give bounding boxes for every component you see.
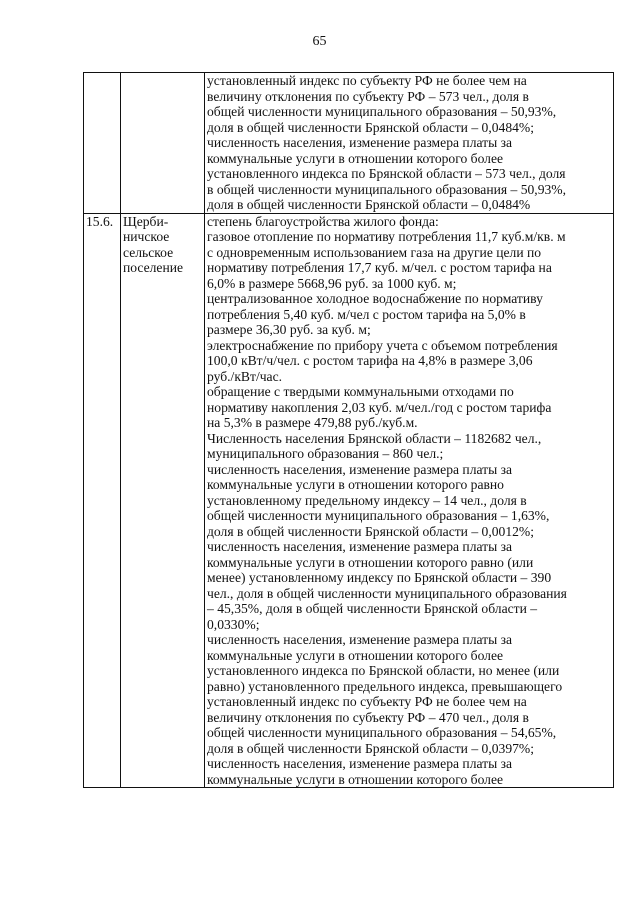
text-line: доля в общей численности Брянской области – 0,0012%; (207, 523, 535, 539)
text-line: доля в общей численности Брянской области – 0,0397%; (207, 740, 535, 756)
text-line: коммунальные услуги в отношении которого равно (или (207, 554, 534, 570)
row-number-cell (84, 73, 121, 214)
text-line: коммунальные услуги в отношении которого равно (207, 477, 504, 492)
text-line: установленному предельному индексу – 14 чел., доля в (207, 492, 527, 508)
row-number-cell: 15.6. (84, 213, 121, 788)
text-line: в общей численности муниципального образования – 50,93%, (207, 181, 567, 197)
page-number: 65 (312, 34, 327, 49)
municipality-name-line: Щерби- (123, 213, 169, 229)
text-line: обращение с твердыми коммунальными отходами по (207, 384, 514, 399)
text-line: установленного индекса по Брянской области, но менее (или (207, 663, 560, 678)
text-line: нормативу потребления 17,7 куб. м/чел. с ростом тарифа на (207, 260, 552, 275)
text-line: численность населения, изменение размера платы за (207, 632, 513, 647)
text-line: коммунальные услуги в отношении которого более (207, 647, 504, 663)
text-line: общей численности муниципального образования – 54,65%, (207, 725, 557, 740)
text-line: чел., доля в общей численности муниципального образования (207, 585, 567, 601)
text-line: муниципального образования – 860 чел.; (207, 446, 444, 461)
text-line: потребления 5,40 куб. м/чел с ростом тарифа на 5,0% в (207, 306, 526, 322)
text-line: централизованное холодное водоснабжение по нормативу (207, 291, 543, 306)
row-content-cell (205, 73, 614, 214)
text-line: коммунальные услуги в отношении которого более (207, 150, 504, 166)
municipality-name-line: поселение (123, 260, 184, 275)
row-content-cell (205, 213, 614, 788)
municipality-name-line: ничское (123, 229, 170, 244)
text-line: численность населения, изменение размера платы за (207, 135, 513, 150)
text-line: установленный индекс по субъекту РФ не более чем на (207, 73, 527, 88)
text-line: с одновременным использованием газа на другие цели по (207, 244, 542, 260)
text-line: 0,0330%; (207, 616, 260, 632)
text-line: нормативу накопления 2,03 куб. м/чел./год с ростом тарифа (207, 399, 552, 415)
text-line: руб./кВт/час. (207, 368, 283, 384)
text-line: величину отклонения по субъекту РФ – 470 чел., доля в (207, 709, 529, 725)
text-line: численность населения, изменение размера платы за (207, 539, 513, 554)
text-line: доля в общей численности Брянской области – 0,0484%; (207, 119, 535, 135)
text-line: общей численности муниципального образования – 50,93%, (207, 104, 557, 119)
text-line: 100,0 кВт/ч/чел. с ростом тарифа на 4,8% в размере 3,06 (207, 353, 533, 368)
text-line: размере 36,30 руб. за куб. м; (207, 322, 371, 337)
text-line: коммунальные услуги в отношении которого более (207, 771, 504, 787)
text-line: доля в общей численности Брянской области – 0,0484% (207, 197, 531, 212)
tariff-table (83, 72, 614, 788)
text-line: степень благоустройства жилого фонда: (207, 213, 439, 229)
text-line: равно) установленного предельного индекса, превышающего (207, 678, 563, 694)
text-line: Численность населения Брянской области – 1182682 чел., (207, 430, 542, 446)
municipality-name-cell (121, 73, 205, 214)
text-line: газовое отопление по нормативу потребления 11,7 куб.м/кв. м (207, 229, 566, 244)
text-line: общей численности муниципального образования – 1,63%, (207, 508, 550, 523)
text-line: установленного индекса по Брянской области – 573 чел., доля (207, 166, 566, 181)
text-line: численность населения, изменение размера платы за (207, 461, 513, 477)
municipality-name-line: сельское (123, 244, 174, 260)
text-line: численность населения, изменение размера платы за (207, 756, 513, 771)
table-row (84, 213, 614, 788)
text-line: установленный индекс по субъекту РФ не более чем на (207, 694, 527, 709)
text-line: величину отклонения по субъекту РФ – 573 чел., доля в (207, 88, 529, 104)
table-row (84, 73, 614, 214)
municipality-name-cell (121, 213, 205, 788)
text-line: электроснабжение по прибору учета с объемом потребления (207, 337, 558, 353)
text-line: 6,0% в размере 5668,96 руб. за 1000 куб. м; (207, 275, 457, 291)
text-line: – 45,35%, доля в общей численности Брянской области – (207, 601, 538, 616)
text-line: на 5,3% в размере 479,88 руб./куб.м. (207, 415, 418, 430)
table-body (84, 73, 614, 788)
text-line: менее) установленному индексу по Брянской области – 390 (207, 570, 552, 585)
